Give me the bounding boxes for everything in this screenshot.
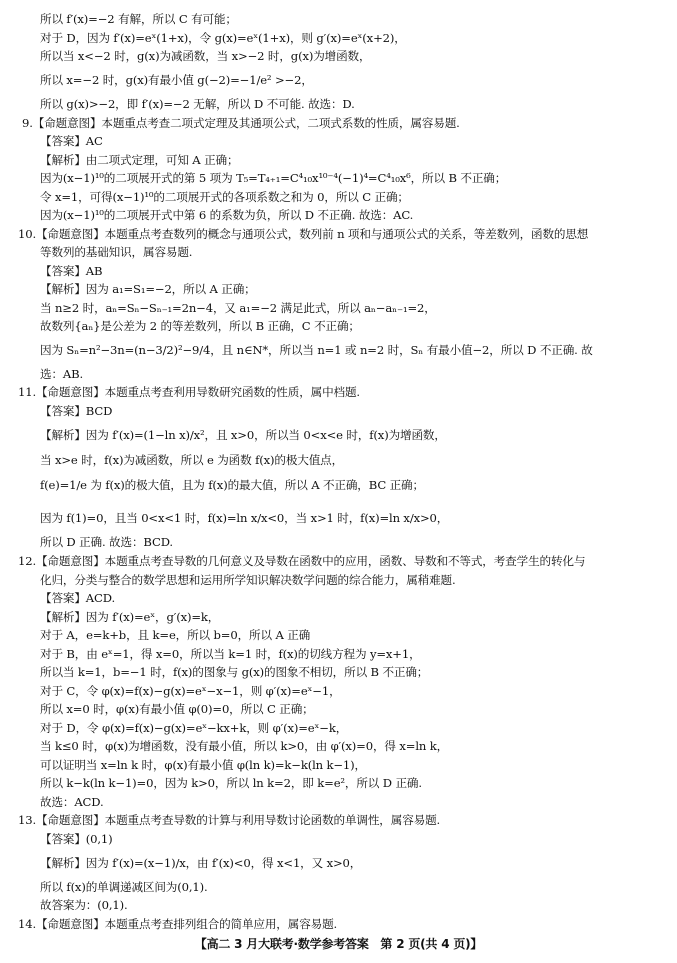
text-line: 所以 f′(x)=−2 有解，所以 C 有可能；: [40, 12, 237, 26]
text-line: 所以 f(x)的单调递减区间为(0,1).: [40, 880, 208, 894]
text-line: 【解析】因为 a₁=S₁=−2，所以 A 正确；: [40, 282, 256, 296]
text-line: 因为(x−1)¹⁰的二项展开式的第 5 项为 T₅=T₄₊₁=C⁴₁₀x¹⁰⁻⁴(−1)⁴=C⁴₁₀x⁶，所以 B 不正确；: [40, 171, 507, 185]
text-line: 对于 C，令 φ(x)=f(x)−g(x)=eˣ−x−1，则 φ′(x)=eˣ−1，: [40, 684, 341, 698]
text-line: 对于 D，令 φ(x)=f(x)−g(x)=eˣ−kx+k，则 φ′(x)=eˣ−k，: [40, 721, 348, 735]
text-line: 因为 Sₙ=n²−3n=(n−3/2)²−9/4，且 n∈N*，所以当 n=1 或 n=2 时，Sₙ 有最小值−2，所以 D 不正确. 故: [40, 343, 593, 357]
text-line: 所以 g(x)>−2，即 f′(x)=−2 无解，所以 D 不可能. 故选：D.: [40, 97, 355, 111]
text-line: 【解析】因为 f′(x)=eˣ，g′(x)=k，: [40, 610, 220, 624]
text-line: 令 x=1，可得(x−1)¹⁰的二项展开式的各项系数之和为 0，所以 C 正确；: [40, 190, 409, 204]
text-line: 【解析】因为 f′(x)=(x−1)/x，由 f′(x)<0，得 x<1，又 x>0，: [40, 856, 362, 870]
text-line: 所以 x=0 时，φ(x)有最小值 φ(0)=0，所以 C 正确；: [40, 702, 314, 716]
text-line: 【解析】因为 f′(x)=(1−ln x)/x²，且 x>0，所以当 0<x<e 时，f(x)为增函数，: [40, 428, 446, 442]
text-line: 可以证明当 x=ln k 时，φ(x)有最小值 φ(ln k)=k−k(ln k−1)，: [40, 758, 366, 772]
text-line: 【答案】BCD: [40, 404, 113, 418]
text-line: 【解析】由二项式定理，可知 A 正确；: [40, 153, 239, 167]
text-line: 【答案】AC: [40, 134, 103, 148]
text-line: 因为(x−1)¹⁰的二项展开式中第 6 的系数为负，所以 D 不正确. 故选：AC.: [40, 208, 414, 222]
text-line: 当 n≥2 时，aₙ=Sₙ−Sₙ₋₁=2n−4，又 a₁=−2 满足此式，所以 aₙ−aₙ₋₁=2，: [40, 301, 436, 315]
text-line: 故答案为：(0,1).: [40, 898, 128, 912]
text-line: 9.【命题意图】本题重点考查二项式定理及其通项公式，二项式系数的性质，属容易题.: [22, 116, 460, 130]
text-line: 对于 B，由 eˣ=1，得 x=0，所以当 k=1 时，f(x)的切线方程为 y=x+1，: [40, 647, 421, 661]
text-line: 【答案】ACD.: [40, 591, 115, 605]
text-line: 所以 x=−2 时，g(x)有最小值 g(−2)=−1/e² >−2，: [40, 73, 313, 87]
text-line: 12.【命题意图】本题重点考查导数的几何意义及导数在函数中的应用，函数、导数和不等式，考查学生的转化与: [18, 554, 586, 568]
text-line: 故选：ACD.: [40, 795, 104, 809]
text-line: 【答案】AB: [40, 264, 103, 278]
text-line: 对于 A，e=k+b，且 k=e，所以 b=0，所以 A 正确: [40, 628, 311, 642]
text-line: 当 x>e 时，f(x)为减函数，所以 e 为函数 f(x)的极大值点，: [40, 453, 344, 467]
text-line: 化归，分类与整合的数学思想和运用所学知识解决数学问题的综合能力，属稍难题.: [40, 573, 456, 587]
text-line: 所以当 k=1，b=−1 时，f(x)的图象与 g(x)的图象不相切，所以 B 不正确；: [40, 665, 429, 679]
text-line: 所以 k−k(ln k−1)=0，因为 k>0，所以 ln k=2，即 k=e²，所以 D 正确.: [40, 776, 422, 790]
text-line: 选：AB.: [40, 367, 84, 381]
text-line: 故数列{aₙ}是公差为 2 的等差数列，所以 B 正确，C 不正确；: [40, 319, 360, 333]
text-line: 等数列的基础知识，属容易题.: [40, 245, 193, 259]
text-line: 所以当 x<−2 时，g(x)为减函数，当 x>−2 时，g(x)为增函数，: [40, 49, 371, 63]
text-line: 14.【命题意图】本题重点考查排列组合的简单应用，属容易题.: [18, 917, 338, 931]
text-line: f(e)=1/e 为 f(x)的极大值，且为 f(x)的最大值，所以 A 不正确，BC 正确；: [40, 478, 424, 492]
text-line: 对于 D，因为 f′(x)=eˣ(1+x)，令 g(x)=eˣ(1+x)，则 g′(x)=eˣ(x+2)，: [40, 31, 406, 45]
text-line: 所以 D 正确. 故选：BCD.: [40, 535, 173, 549]
text-line: 当 k≤0 时，φ(x)为增函数，没有最小值，所以 k>0，由 φ′(x)=0，得 x=ln k，: [40, 739, 449, 753]
text-line: 11.【命题意图】本题重点考查利用导数研究函数的性质，属中档题.: [18, 385, 360, 399]
text-line: 因为 f(1)=0，且当 0<x<1 时，f(x)=ln x/x<0，当 x>1 时，f(x)=ln x/x>0，: [40, 511, 449, 525]
text-line: 【答案】(0,1): [40, 832, 113, 846]
page-footer: 【高二 3 月大联考·数学参考答案 第 2 页(共 4 页)】: [194, 937, 483, 951]
text-line: 13.【命题意图】本题重点考查导数的计算与利用导数讨论函数的单调性，属容易题.: [18, 813, 441, 827]
text-line: 10.【命题意图】本题重点考查数列的概念与通项公式，数列前 n 项和与通项公式的关系，等差数列，函数的思想: [18, 227, 589, 241]
